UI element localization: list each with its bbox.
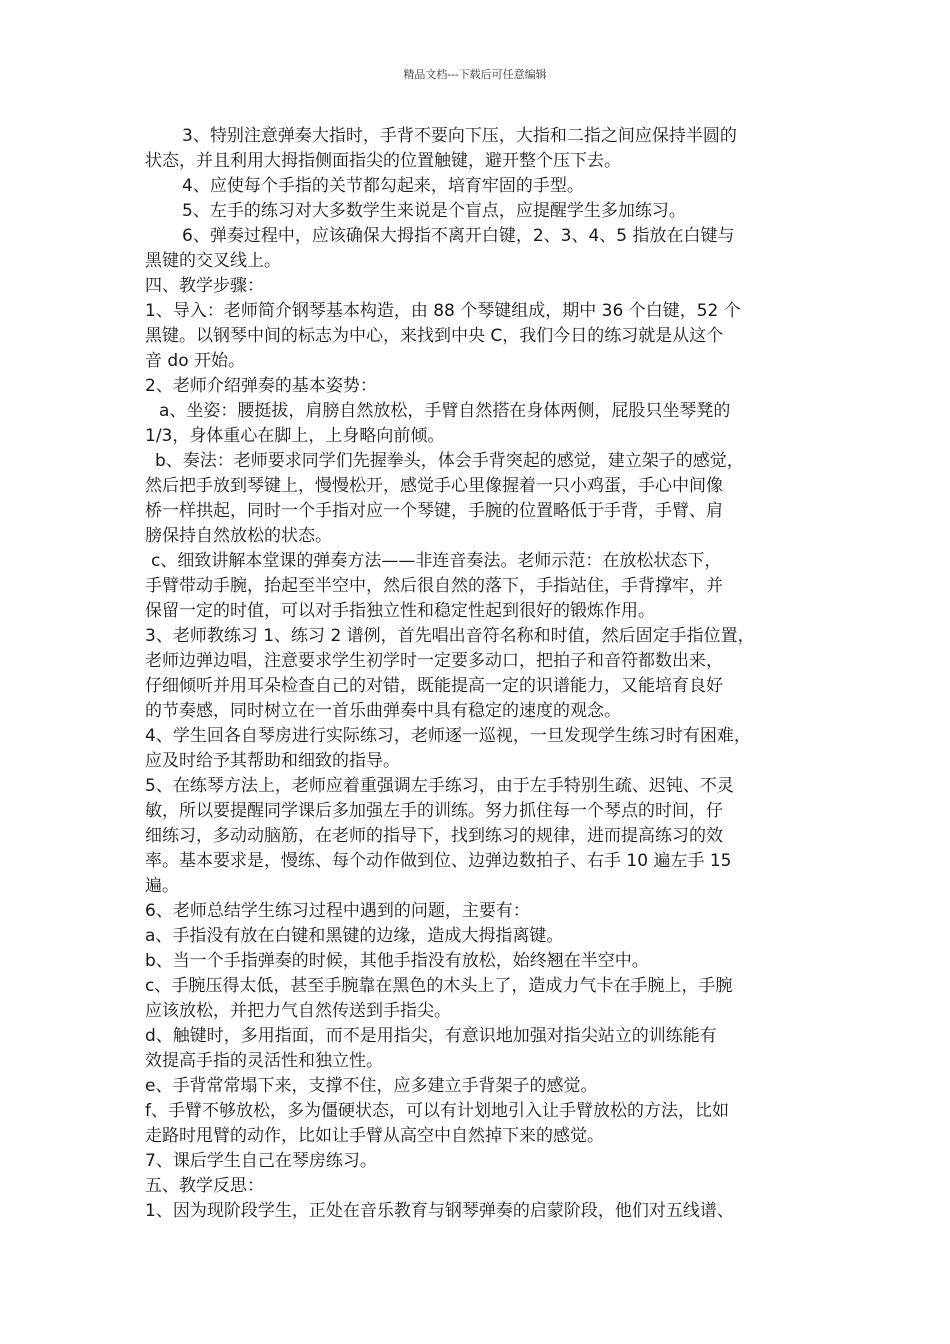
text-line: 然后把手放到琴键上，慢慢松开，感觉手心里像握着一只小鸡蛋，手心中间像 bbox=[145, 476, 723, 496]
text-line: 1、导入：老师简介钢琴基本构造，由 88 个琴键组成，期中 36 个白键，52 个 bbox=[145, 301, 741, 321]
text-line: 7、课后学生自己在琴房练习。 bbox=[145, 1151, 377, 1171]
text-line: d、触键时，多用指面，而不是用指尖，有意识地加强对指尖站立的训练能有 bbox=[145, 1026, 717, 1046]
text-line: b、奏法：老师要求同学们先握拳头，体会手背突起的感觉，建立架子的感觉， bbox=[155, 451, 744, 471]
text-line: 仔细倾听并用耳朵检查自己的对错，既能提高一定的识谱能力，又能培育良好 bbox=[145, 676, 723, 696]
text-line: 黑键的交叉线上。 bbox=[145, 251, 281, 271]
text-line: 敏，所以要提醒同学课后多加强左手的训练。努力抓住每一个琴点的时间，仔 bbox=[145, 801, 723, 821]
text-line: 状态，并且利用大拇指侧面指尖的位置触键，避开整个压下去。 bbox=[145, 151, 621, 171]
text-line: 4、应使每个手指的关节都勾起来，培育牢固的手型。 bbox=[182, 176, 584, 196]
text-line: 3、老师教练习 1、练习 2 谱例，首先唱出音符名称和时值，然后固定手指位置， bbox=[145, 626, 755, 646]
text-line: 率。基本要求是，慢练、每个动作做到位、边弹边数拍子、右手 10 遍左手 15 bbox=[145, 851, 732, 871]
page-header: 精品文档---下载后可任意编辑 bbox=[403, 68, 547, 81]
text-line: 膀保持自然放松的状态。 bbox=[145, 526, 332, 546]
section-heading: 四、教学步骤： bbox=[145, 276, 264, 296]
text-line: 手臂带动手腕，抬起至半空中，然后很自然的落下，手指站住，手背撑牢，并 bbox=[145, 576, 723, 596]
section-heading: 五、教学反思： bbox=[145, 1176, 264, 1196]
text-line: f、手臂不够放松，多为僵硬状态，可以有计划地引入让手臂放松的方法，比如 bbox=[145, 1101, 729, 1121]
text-line: 黑键。以钢琴中间的标志为中心，来找到中央 C，我们今日的练习就是从这个 bbox=[145, 326, 724, 346]
text-line: 桥一样拱起，同时一个手指对应一个琴键，手腕的位置略低于手背，手臂、肩 bbox=[145, 501, 723, 521]
text-line: 细练习，多动动脑筋，在老师的指导下，找到练习的规律，进而提高练习的效 bbox=[145, 826, 723, 846]
text-line: a、手指没有放在白键和黑键的边缘，造成大拇指离键。 bbox=[145, 926, 564, 946]
text-line: b、当一个手指弹奏的时候，其他手指没有放松，始终翘在半空中。 bbox=[145, 951, 649, 971]
text-line: 3、特别注意弹奏大指时，手背不要向下压，大指和二指之间应保持半圆的 bbox=[182, 126, 737, 146]
text-line: 应及时给予其帮助和细致的指导。 bbox=[145, 751, 400, 771]
text-line: 效提高手指的灵活性和独立性。 bbox=[145, 1051, 383, 1071]
text-line: 4、学生回各自琴房进行实际练习，老师逐一巡视，一旦发现学生练习时有困难， bbox=[145, 726, 751, 746]
text-line: 遍。 bbox=[145, 876, 179, 896]
document-body bbox=[145, 124, 813, 1224]
text-line: a、坐姿：腰挺拔，肩膀自然放松，手臂自然搭在身体两侧，屁股只坐琴凳的 bbox=[159, 401, 731, 421]
text-line: c、细致讲解本堂课的弹奏方法——非连音奏法。老师示范：在放松状态下， bbox=[151, 551, 722, 571]
text-line: 1、因为现阶段学生，正处在音乐教育与钢琴弹奏的启蒙阶段，他们对五线谱、 bbox=[145, 1201, 734, 1221]
text-line: 应该放松，并把力气自然传送到手指尖。 bbox=[145, 1001, 451, 1021]
text-line: 6、弹奏过程中，应该确保大拇指不离开白键，2、3、4、5 指放在白键与 bbox=[182, 226, 735, 246]
text-line: e、手背常常塌下来，支撑不住，应多建立手背架子的感觉。 bbox=[145, 1076, 598, 1096]
text-line: 5、在练琴方法上，老师应着重强调左手练习，由于左手特别生疏、迟钝、不灵 bbox=[145, 776, 734, 796]
text-line: 2、老师介绍弹奏的基本姿势： bbox=[145, 376, 377, 396]
text-line: 保留一定的时值，可以对手指独立性和稳定性起到很好的锻炼作用。 bbox=[145, 601, 655, 621]
text-line: 音 do 开始。 bbox=[145, 351, 245, 371]
text-line: 走路时甩臂的动作，比如让手臂从高空中自然掉下来的感觉。 bbox=[145, 1126, 604, 1146]
text-line: c、手腕压得太低，甚至手腕靠在黑色的木头上了，造成力气卡在手腕上，手腕 bbox=[145, 976, 733, 996]
text-line: 6、老师总结学生练习过程中遇到的问题，主要有： bbox=[145, 901, 530, 921]
text-line: 5、左手的练习对大多数学生来说是个盲点，应提醒学生多加练习。 bbox=[182, 201, 686, 221]
text-line: 的节奏感，同时树立在一首乐曲弹奏中具有稳定的速度的观念。 bbox=[145, 701, 621, 721]
text-line: 1/3，身体重心在脚上，上身略向前倾。 bbox=[145, 426, 445, 446]
text-line: 老师边弹边唱，注意要求学生初学时一定要多动口，把拍子和音符都数出来， bbox=[145, 651, 723, 671]
